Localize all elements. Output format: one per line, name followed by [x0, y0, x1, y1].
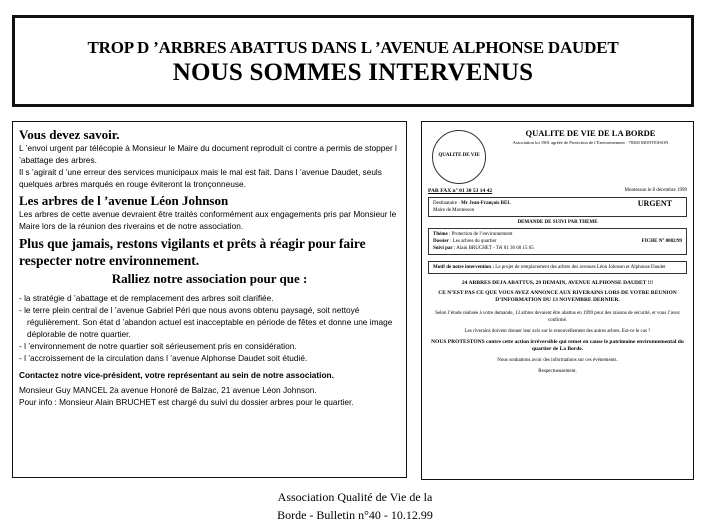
article-paragraph-3: Les arbres de cette avenue devraient être traités conformément aux engagements pris par Monsieur le Maire lors de la réunion des riverains et de notre association.: [19, 209, 397, 231]
suivi-label: Suivi par: [433, 246, 453, 251]
list-item: - la stratégie d ’abattage et de remplacement des arbres soit clarifiée.: [19, 293, 274, 303]
fax-note-1: Selon l’étude réalisée à votre demande, 13 arbres devaient être abattus en 1999 pour des raisons de sécurité, et vous l’avez confirmé.: [435, 311, 680, 323]
list-item: - le terre plein central de l ’avenue Gabriel Péri que nous avons obtenu paysagé, soit nettoyé régulièrement. Son état d ’abandon actuel est inacceptable en période de fêtes et donne une image déplorable de notre quartier.: [19, 305, 393, 339]
motif-label: Motif de notre intervention :: [433, 265, 495, 270]
article-box: [12, 121, 407, 478]
fax-note-2: Les riverains doivent donner leur avis sur le renouvellement des autres arbres. Est-ce le cas ?: [464, 329, 651, 334]
fax-assoc-title: QUALITE DE VIE DE LA BORDE: [525, 128, 656, 138]
fax-number: PAR FAX n° 01 30 53 14 42: [428, 188, 493, 194]
suivi-value: Alain BRUCHET - Tél 01 30 60 15 65: [456, 246, 534, 251]
article-paragraph-2: Il s ’agirait d ’une erreur des services municipaux mais le mal est fait. Dans l ’avenue Daudet, seuls quelques arbres marqués en rouge éviteront la tronçonneuse.: [19, 167, 382, 189]
fax-demande: DEMANDE DE SUIVI PAR THEME: [517, 220, 598, 225]
fax-alert-1: 24 ARBRES DEJA ABATTUS, 29 DEMAIN, AVENUE ALPHONSE DAUDET !!!: [461, 280, 654, 286]
urgent-label: URGENT: [637, 199, 672, 208]
logo-text: QUALITE DE VIE: [438, 153, 480, 158]
fax-alert-2: CE N’EST PAS CE QUE VOUS AVEZ ANNONCE AUX RIVERAINS LORS DE VOTRE REUNION D’INFORMATION DU 13 NOVEMBRE DERNIER.: [438, 290, 677, 303]
fax-note-3: NOUS PROTESTONS contre cette action irréversible qui remet en cause le patrimoine environnemental du quartier de La Borde.: [431, 339, 684, 352]
footer-caption: [230, 488, 480, 524]
article-heading-2: Les arbres de l ’avenue Léon Johnson: [19, 193, 229, 208]
fax-motif-box: [428, 261, 687, 274]
article-heading-1: Vous devez savoir.: [19, 127, 120, 142]
motif-value: Le projet de remplacement des arbres des avenues Léon Johnson et Alphonse Daudet: [495, 265, 666, 270]
fax-recipient-box: [428, 197, 687, 217]
dest-title: Maire de Montesson: [433, 208, 475, 213]
fax-date: Montesson le 8 décembre 1999: [624, 188, 687, 193]
footer-line-1: Association Qualité de Vie de la: [277, 490, 433, 504]
association-logo-icon: [432, 130, 486, 184]
contact-address: Monsieur Guy MANCEL 2a avenue Honoré de Balzac, 21 avenue Léon Johnson.: [19, 385, 317, 395]
footer-line-2: Borde - Bulletin n°40 - 10.12.99: [277, 508, 433, 522]
dossier-value: Les arbres du quartier: [452, 239, 497, 244]
fax-subject-box: Thème : Protection de l’environnement Dossier : Les arbres du quartier Suivi par : Alain BRUCHET - Tél 01 30 60 15 65 FICHE N° 0002/99: [428, 228, 687, 255]
list-item: - l ’accroissement de la circulation dans l ’avenue Alphonse Daudet soit étudié.: [19, 353, 308, 363]
list-item: - l ’environnement de notre quartier soit sérieusement pris en considération.: [19, 341, 297, 351]
article-paragraph-1: L ’envoi urgent par télécopie à Monsieur le Maire du document reproduit ci contre a permis de stopper l ’abattage des arbres.: [19, 143, 397, 165]
theme-label: Thème: [433, 232, 448, 237]
dest-label: Destinataire :: [433, 201, 460, 206]
contact-line: Contactez notre vice-président, votre représentant au sein de notre association.: [19, 370, 334, 380]
fax-note-4: Nous souhaitons avoir des informations sur ces événements.: [497, 358, 618, 363]
headline-line-1: TROP D ’ARBRES ABATTUS DANS L ’AVENUE ALPHONSE DAUDET: [87, 38, 619, 57]
info-line: Pour info : Monsieur Alain BRUCHET est chargé du suivi du dossier arbres pour le quartier.: [19, 397, 354, 407]
fax-closing: Respectueusement.: [538, 369, 577, 374]
fax-document-image: [421, 121, 694, 480]
article-bullet-list: [19, 292, 400, 364]
dest-name: Mr Jean-François BEL: [461, 201, 511, 206]
article-heading-3: Plus que jamais, restons vigilants et prêts à réagir pour faire respecter notre environnement.: [19, 236, 366, 268]
dossier-label: Dossier: [433, 239, 449, 244]
article-heading-4: Ralliez notre association pour que :: [111, 271, 308, 286]
fiche-number: FICHE N° 0002/99: [641, 239, 682, 244]
theme-value: Protection de l’environnement: [451, 232, 513, 237]
fax-assoc-subtitle: Association loi 1901 agréée de Protection de l’Environnement · 78360 MONTESSON: [512, 140, 669, 145]
headline-box: [12, 15, 694, 107]
headline-line-2: NOUS SOMMES INTERVENUS: [172, 59, 534, 86]
